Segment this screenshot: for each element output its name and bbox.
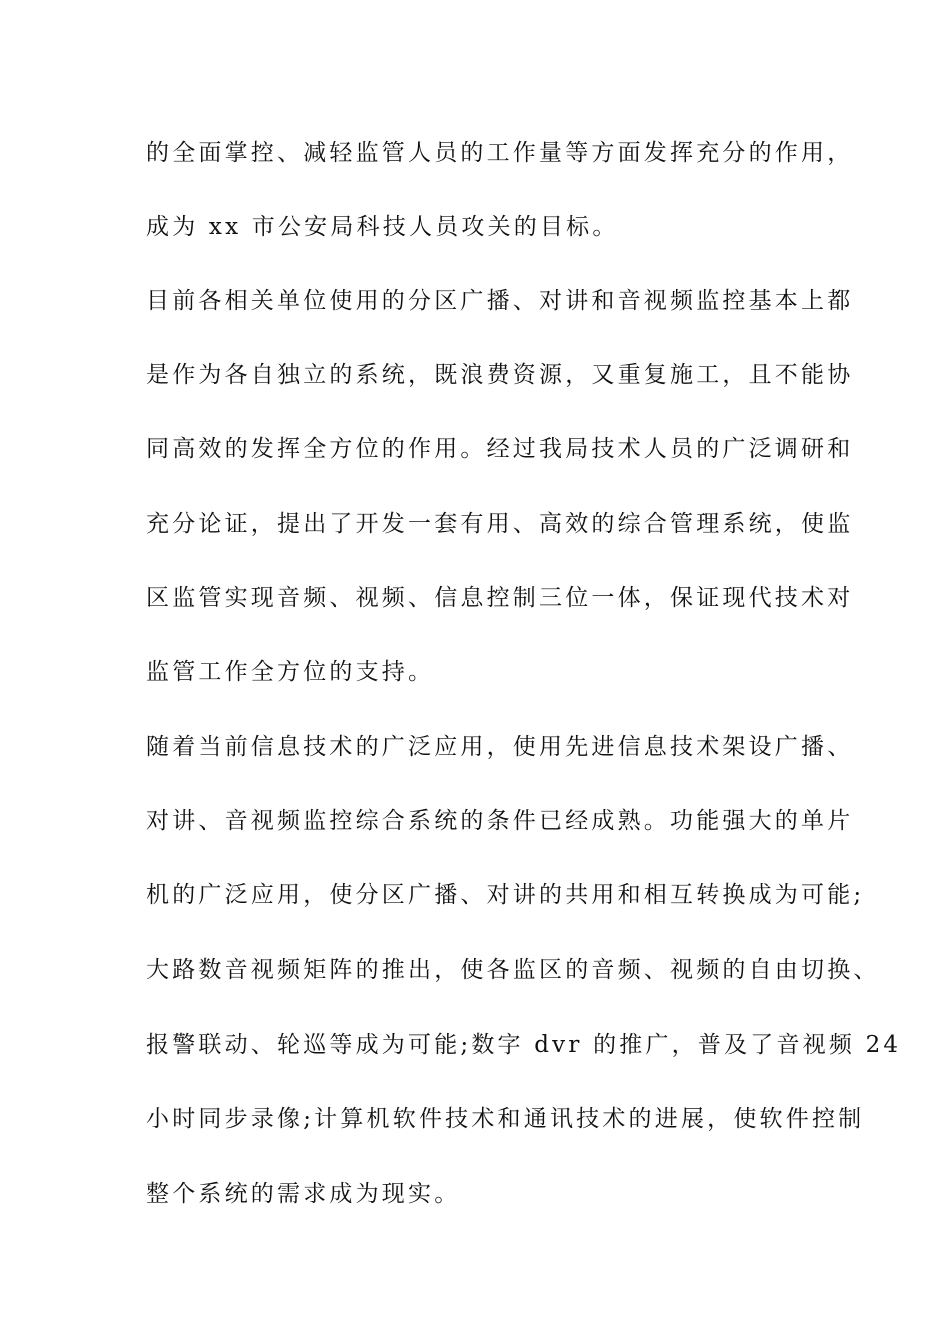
paragraph-line: 报警联动、轮巡等成为可能;数字 dvr 的推广，普及了音视频 24: [146, 1032, 902, 1058]
paragraph-line: 成为 xx 市公安局科技人员攻关的目标。: [146, 214, 619, 240]
paragraph-line: 监管工作全方位的支持。: [146, 659, 435, 685]
paragraph-line: 是作为各自独立的系统，既浪费资源，又重复施工，且不能协: [146, 362, 854, 388]
paragraph-line: 同高效的发挥全方位的作用。经过我局技术人员的广泛调研和: [146, 436, 854, 462]
paragraph-line: 机的广泛应用，使分区广播、对讲的共用和相互转换成为可能;: [146, 882, 865, 908]
paragraph-line: 对讲、音视频监控综合系统的条件已经成熟。功能强大的单片: [146, 808, 854, 834]
paragraph-line: 区监管实现音频、视频、信息控制三位一体，保证现代技术对: [146, 585, 854, 611]
paragraph-line: 小时同步录像;计算机软件技术和通讯技术的进展，使软件控制: [146, 1106, 865, 1132]
paragraph-line: 大路数音视频矩阵的推出，使各监区的音频、视频的自由切换、: [146, 957, 880, 983]
paragraph-line: 充分论证，提出了开发一套有用、高效的综合管理系统，使监: [146, 511, 854, 537]
paragraph-line: 目前各相关单位使用的分区广播、对讲和音视频监控基本上都: [146, 288, 854, 314]
paragraph-line: 的全面掌控、减轻监管人员的工作量等方面发挥充分的作用，: [146, 140, 854, 166]
paragraph-line: 整个系统的需求成为现实。: [146, 1181, 461, 1207]
paragraph-line: 随着当前信息技术的广泛应用，使用先进信息技术架设广播、: [146, 734, 854, 760]
